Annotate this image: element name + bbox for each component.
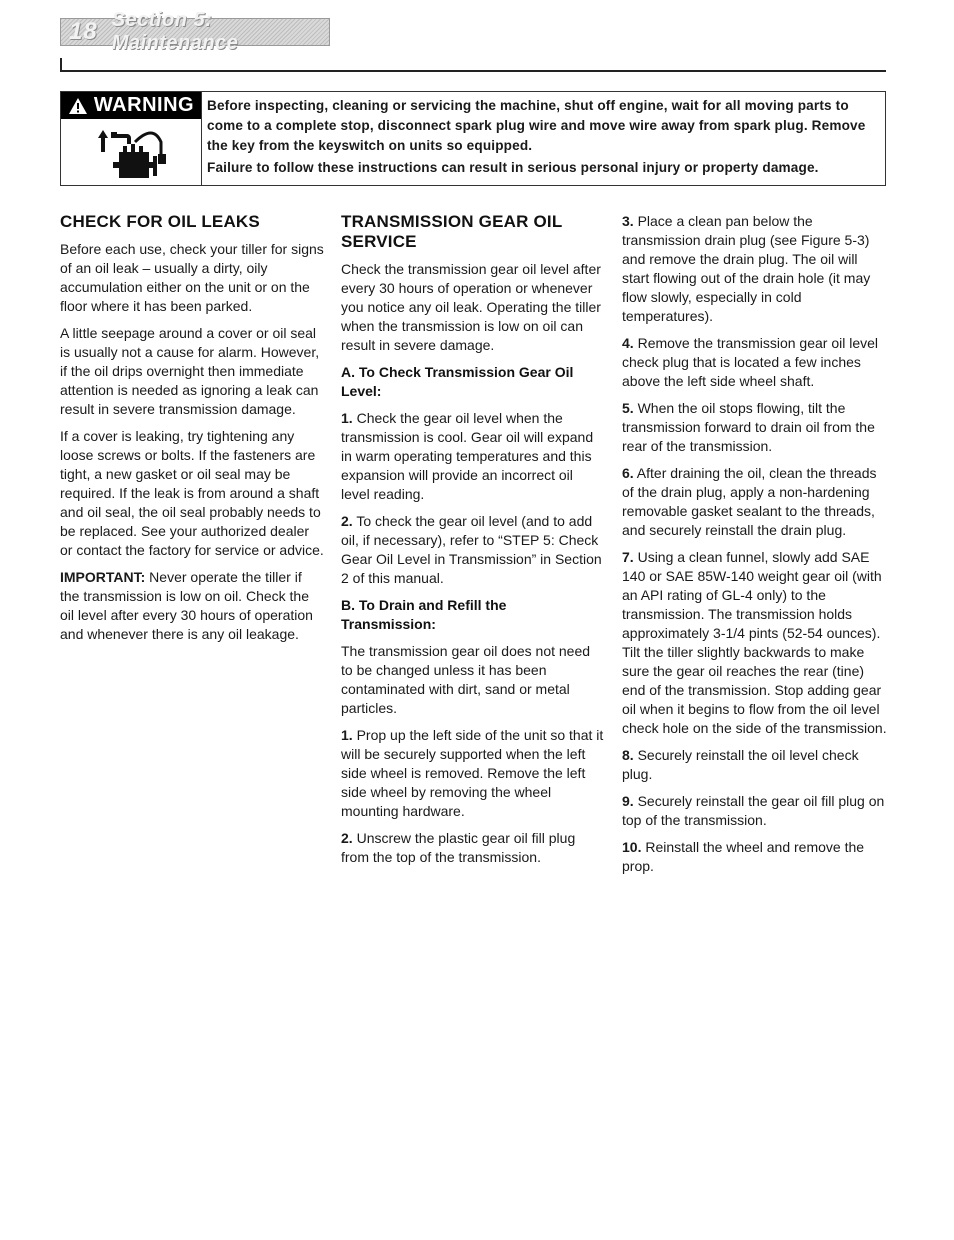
- step-item: [622, 212, 888, 326]
- step-text: When the oil stops flowing, tilt the transmission forward to drain oil from the rear of the transmission.: [622, 400, 875, 454]
- step-item: [622, 548, 888, 738]
- step-text: Check the gear oil level when the transmission is cool. Gear oil will expand in warm operating temperatures and this expansion will provide an incorrect oil level reading.: [341, 410, 594, 502]
- step-text: Securely reinstall the gear oil fill plug on top of the transmission.: [622, 793, 885, 828]
- step-item: [341, 829, 605, 867]
- step-item: [622, 399, 888, 456]
- subheading-drain-refill: B. To Drain and Refill the Transmission:: [341, 597, 507, 632]
- step-number: 8.: [622, 747, 634, 763]
- column-transmission-gear-oil: [341, 212, 605, 875]
- step-number: 1.: [341, 410, 353, 426]
- paragraph: Before each use, check your tiller for signs of an oil leak – usually a dirty, oily accumulation either on the unit or on the floor where it has been parked.: [60, 241, 324, 314]
- paragraph: A little seepage around a cover or oil seal is usually not a cause for alarm. However, if the oil drips overnight then immediate attention is needed as ignoring a leak can result in severe transmission damage.: [60, 325, 320, 417]
- step-text: Securely reinstall the oil level check plug.: [622, 747, 859, 782]
- step-text: Prop up the left side of the unit so that it will be securely supported when the left side wheel is removed. Remove the left side wheel by removing the wheel mounting hardware.: [341, 727, 604, 819]
- step-item: [622, 464, 888, 540]
- step-item: [341, 409, 605, 504]
- column-drain-refill-steps: [622, 212, 888, 884]
- warning-box: [60, 91, 886, 186]
- step-number: 2.: [341, 830, 353, 846]
- step-text: Unscrew the plastic gear oil fill plug from the top of the transmission.: [341, 830, 576, 865]
- important-note: [60, 568, 324, 644]
- step-number: 2.: [341, 513, 353, 529]
- warning-icon-panel: [61, 92, 202, 185]
- step-number: 7.: [622, 549, 634, 565]
- step-item: [622, 334, 888, 391]
- header-rule: [60, 70, 886, 72]
- step-number: 3.: [622, 213, 634, 229]
- step-item: [622, 746, 888, 784]
- warning-label-bar: [61, 92, 201, 119]
- step-text: Reinstall the wheel and remove the prop.: [622, 839, 865, 874]
- warning-label: WARNING: [93, 94, 195, 116]
- section-title: Section 5: Maintenance: [111, 9, 239, 54]
- important-text: Never operate the tiller if the transmission is low on oil. Check the oil level after every 30 hours of operation and whenever there is any oil leakage.: [60, 569, 313, 642]
- subheading-check-level: A. To Check Transmission Gear Oil Level:: [341, 364, 574, 399]
- paragraph: If a cover is leaking, try tightening any loose screws or bolts. If the fasteners are tight, a new gasket or oil seal may be required. If the leak is from around a shaft and oil seal, the oil seal probably needs to be replaced. See your authorized dealer or contact the factory for service or advice.: [60, 428, 324, 558]
- step-text: Remove the transmission gear oil level check plug that is located a few inches above the left side wheel shaft.: [622, 335, 879, 389]
- warning-triangle-icon: [68, 97, 88, 115]
- paragraph: The transmission gear oil does not need to be changed unless it has been contaminated with dirt, sand or metal particles.: [341, 643, 591, 716]
- step-item: [341, 512, 605, 588]
- column-check-oil-leaks: [60, 212, 324, 652]
- step-text: Place a clean pan below the transmission drain plug (see Figure 5-3) and remove the drain plug. The oil will start flowing out of the drain hole (it may flow slowly, especially in cold temperatures).: [622, 213, 871, 324]
- step-number: 1.: [341, 727, 353, 743]
- section-header-banner: [60, 9, 330, 54]
- warning-instruction: Before inspecting, cleaning or servicing the machine, shut off engine, wait for all moving parts to come to a complete stop, disconnect spark plug wire and move wire away from spark plug. Remove the key from the keyswitch on units so equipped.: [207, 98, 866, 153]
- step-number: 6.: [622, 465, 634, 481]
- step-text: Using a clean funnel, slowly add SAE 140 or SAE 85W-140 weight gear oil (with an API rating of GL-4 only) to the transmission. The transmission holds approximately 3-1/4 pints (52-54 ounces). Tilt the tiller slightly backwards to make sure the gear oil reaches the rear (tine) end of the transmission. Stop adding gear oil when it begins to flow from the oil level check hole on the side of the transmission.: [622, 549, 887, 736]
- heading-check-oil-leaks: CHECK FOR OIL LEAKS: [60, 212, 260, 231]
- step-item: [341, 726, 605, 821]
- step-item: [622, 792, 888, 830]
- warning-consequence: Failure to follow these instructions can result in serious personal injury or property damage.: [207, 160, 819, 175]
- heading-transmission-gear-oil-service: TRANSMISSION GEAR OIL SERVICE: [341, 212, 563, 251]
- spark-plug-disconnect-icon: [89, 122, 185, 182]
- step-number: 5.: [622, 400, 634, 416]
- step-number: 4.: [622, 335, 634, 351]
- page-number: 18: [69, 18, 98, 45]
- paragraph: Check the transmission gear oil level after every 30 hours of operation or whenever you notice any oil leak. Operating the tiller when the transmission is low on oil can result in severe damage.: [341, 261, 601, 353]
- step-text: After draining the oil, clean the threads of the drain plug, apply a non-hardening removable gasket sealant to the threads, and securely reinstall the drain plug.: [622, 465, 877, 538]
- step-number: 9.: [622, 793, 634, 809]
- warning-text: [207, 96, 881, 178]
- step-number: 10.: [622, 839, 642, 855]
- step-item: [622, 838, 888, 876]
- step-text: To check the gear oil level (and to add oil, if necessary), refer to “STEP 5: Check Gear Oil Level in Transmission” in Section 2 of this manual.: [341, 513, 602, 586]
- important-label: IMPORTANT:: [60, 569, 146, 585]
